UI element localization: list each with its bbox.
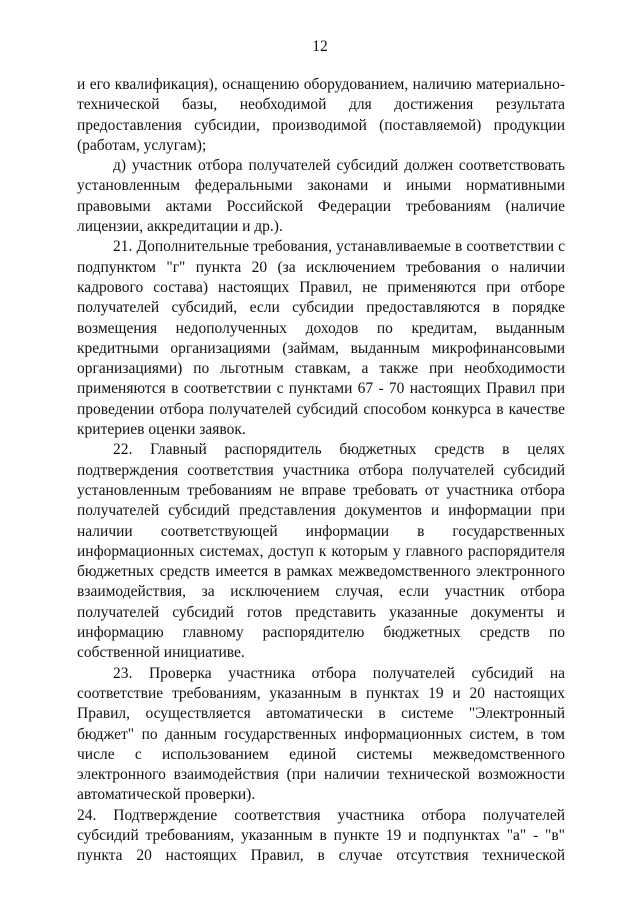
document-body bbox=[77, 75, 565, 867]
paragraph-23: 23. Проверка участника отбора получателей субсидий на соответствие требованиям, указанным в пунктах 19 и 20 настоящих Правил, осуществляется автоматически в системе "Электронный бюджет" по данным государственных информационных систем, в том числе с использованием единой системы межведомственного электронного взаимодействия (при наличии технической возможности автоматической проверки). bbox=[77, 664, 565, 804]
page-number: 12 bbox=[312, 38, 328, 55]
paragraph-22: 22. Главный распорядитель бюджетных средств в целях подтверждения соответствия участника отбора получателей субсидий установленным требованиям не вправе требовать от участника отбора получателей субсидий представления документов и информации при наличии соответствующей информации в государственных информационных системах, доступ к которым у главного распорядителя бюджетных средств имеется в рамках межведомственного электронного взаимодействия, за исключением случая, если участник отбора получателей субсидий готов представить указанные документы и информацию главному распорядителю бюджетных средств по собственной инициативе. bbox=[77, 441, 565, 662]
paragraph-continuation-qualification: и его квалификация), оснащению оборудованием, наличию материально-технической базы, необходимой для достижения результата предоставления субсидии, производимой (поставляемой) продукции (работам, услугам); bbox=[77, 76, 565, 154]
paragraph-item-d: д) участник отбора получателей субсидий должен соответствовать установленным федеральными законами и иными нормативными правовыми актами Российской Федерации требованиям (наличие лицензии, аккредитации и др.). bbox=[77, 157, 565, 236]
paragraph-24: 24. Подтверждение соответствия участника отбора получателей субсидий требованиям, указанным в пункте 19 и подпунктах "а" - "в" пункта 20 настоящих Правил, в случае отсутствия технической bbox=[77, 806, 565, 865]
paragraph-21: 21. Дополнительные требования, устанавливаемые в соответствии с подпунктом "г" пункта 20 (за исключением требования о наличии кадрового состава) настоящих Правил, не применяются при отборе получателей субсидий, если субсидии предоставляются в порядке возмещения недополученных доходов по кредитам, выданным кредитными организациями (займам, выданным микрофинансовыми организациями) по льготным ставкам, а также при необходимости применяются в соответствии с пунктами 67 - 70 настоящих Правил при проведении отбора получателей субсидий способом конкурса в качестве критериев оценки заявок. bbox=[77, 238, 565, 439]
